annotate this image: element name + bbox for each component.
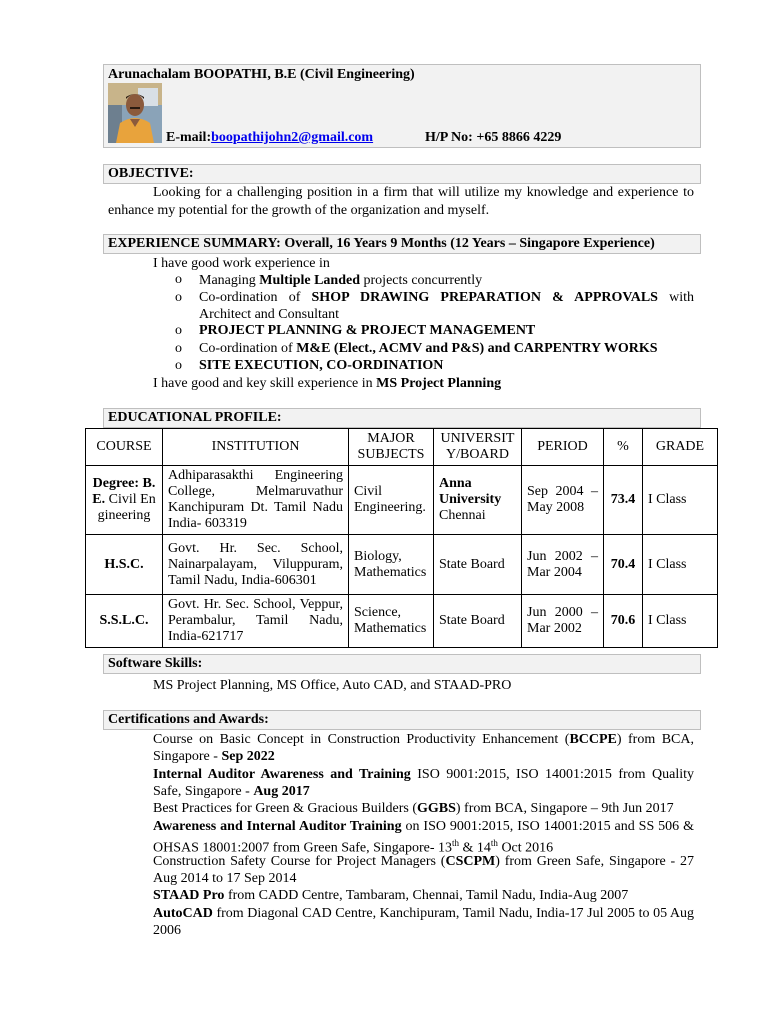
cert-item-4	[153, 818, 694, 857]
cell-institution: Govt. Hr. Sec. School, Veppur, Perambalur, Tamil Nadu, India-621717	[163, 595, 349, 648]
cert-text: ) from BCA, Singapore – 9th Jun 2017	[455, 801, 674, 816]
education-heading: EDUCATIONAL PROFILE:	[108, 410, 282, 425]
col-header-percent: %	[604, 429, 643, 466]
col-header-grade: GRADE	[643, 429, 718, 466]
cert-sup: th	[490, 838, 498, 848]
objective-text	[108, 184, 694, 220]
board-rest: Chennai	[439, 508, 486, 523]
cell-period: Jun 2002 – Mar 2004	[522, 535, 604, 595]
objective-heading: OBJECTIVE:	[108, 166, 194, 181]
experience-item-4	[199, 340, 658, 357]
col-header-period: PERIOD	[522, 429, 604, 466]
software-text: MS Project Planning, MS Office, Auto CAD, and STAAD-PRO	[153, 678, 512, 693]
education-table	[85, 428, 718, 648]
cert-bold: BCCPE	[569, 732, 617, 747]
cert-text: Construction Safety Course for Project Managers (	[153, 854, 446, 869]
item-text: Co-ordination of	[199, 290, 312, 305]
item-bold: PROJECT PLANNING & PROJECT MANAGEMENT	[199, 323, 536, 338]
cell-percent: 73.4	[604, 466, 643, 535]
sub-bullet-icon: o	[175, 341, 182, 356]
item-text: Co-ordination of	[199, 341, 297, 356]
cert-item-2	[153, 766, 694, 800]
cell-institution: Adhiparasakthi Engineering College, Melmaruvathur Kanchipuram Dt. Tamil Nadu India- 603319	[163, 466, 349, 535]
item-text: with Architect and Consultant	[199, 290, 694, 322]
phone-number: +65 8866 4229	[476, 130, 562, 145]
cert-bold: GGBS	[416, 801, 456, 816]
cell-course: S.S.L.C.	[86, 595, 163, 648]
cert-text: Course on Basic Concept in Construction Productivity Enhancement (	[153, 732, 570, 747]
cell-subjects: Science, Mathematics	[349, 595, 434, 648]
col-header-institution: INSTITUTION	[163, 429, 349, 466]
phone-label: H/P No:	[425, 130, 473, 145]
cell-grade: I Class	[643, 535, 718, 595]
item-bold: Multiple Landed	[259, 273, 361, 288]
cert-item-3	[153, 800, 674, 817]
email-label: E-mail:	[166, 130, 212, 145]
phone-line	[425, 130, 561, 146]
cell-grade: I Class	[643, 595, 718, 648]
cert-text: ISO 9001:2015, ISO 14001:2015 from Quality Safe, Singapore -	[153, 767, 694, 799]
objective-body: Looking for a challenging position in a firm that will utilize my knowledge and experience to enhance my potential for the growth of the organization and myself.	[108, 185, 694, 218]
cert-text: & 14	[459, 840, 491, 856]
board-bold: Anna University	[439, 476, 502, 507]
table-row	[86, 595, 718, 648]
sub-bullet-icon: o	[175, 290, 182, 305]
cell-percent: 70.6	[604, 595, 643, 648]
cell-subjects: Civil Engineering.	[349, 466, 434, 535]
table-row	[86, 535, 718, 595]
course-bold: Degree: B.E.	[92, 476, 156, 507]
cert-text: Oct 2016	[497, 840, 554, 856]
cert-sup: th	[452, 838, 460, 848]
cell-grade: I Class	[643, 466, 718, 535]
table-header-row	[86, 429, 718, 466]
item-text: Managing	[199, 273, 260, 288]
cell-period: Jun 2000 – Mar 2002	[522, 595, 604, 648]
experience-bullet-2	[153, 375, 501, 392]
cert-bold: CSCPM	[445, 854, 496, 869]
cell-period: Sep 2004 – May 2008	[522, 466, 604, 535]
cert-text: ) from BCA, Singapore -	[153, 732, 694, 764]
email-line	[166, 130, 373, 146]
cell-board: State Board	[434, 535, 522, 595]
item-bold: SITE EXECUTION, CO-ORDINATION	[199, 358, 444, 373]
cert-bold: Awareness and Internal Auditor Training	[153, 819, 402, 834]
col-header-subjects: MAJOR SUBJECTS	[349, 429, 434, 466]
cert-item-6	[153, 887, 628, 904]
item-text: projects concurrently	[360, 273, 483, 288]
cert-text: from Diagonal CAD Centre, Kanchipuram, Tamil Nadu, India-17 Jul 2005 to 05 Aug 2006	[153, 906, 694, 938]
experience-item-1	[199, 272, 482, 289]
cert-bold: AutoCAD	[153, 906, 213, 921]
experience-item-2	[199, 289, 694, 323]
item-bold: SHOP DRAWING PREPARATION & APPROVALS	[311, 290, 658, 305]
software-heading: Software Skills:	[108, 656, 203, 671]
cell-course: H.S.C.	[86, 535, 163, 595]
sub-bullet-icon: o	[175, 272, 182, 287]
cert-item-7	[153, 905, 694, 939]
bullet-text: I have good and key skill experience in	[153, 376, 377, 391]
cert-item-5	[153, 853, 694, 887]
cert-text: ) from Green Safe, Singapore - 27 Aug 2014 to 17 Sep 2014	[153, 854, 694, 886]
experience-item-5	[199, 357, 443, 374]
cert-heading: Certifications and Awards:	[108, 712, 269, 727]
sub-bullet-icon: o	[175, 358, 182, 373]
col-header-course: COURSE	[86, 429, 163, 466]
cell-course	[86, 466, 163, 535]
cell-institution: Govt. Hr. Sec. School, Nainarpalayam, Viluppuram, Tamil Nadu, India-606301	[163, 535, 349, 595]
cert-item-1	[153, 731, 694, 765]
cert-text: on ISO 9001:2015, ISO 14001:2015 and SS 506 & OHSAS 18001:2007 from Green Safe, Singapore- 13	[153, 819, 695, 856]
experience-bullet-1: I have good work experience in	[153, 256, 330, 271]
experience-heading: EXPERIENCE SUMMARY: Overall, 16 Years 9 Months (12 Years – Singapore Experience)	[108, 236, 655, 251]
experience-item-3	[199, 322, 535, 339]
bullet-bold: MS Project Planning	[376, 376, 502, 391]
profile-photo	[108, 83, 162, 143]
cert-bold: STAAD Pro	[153, 888, 225, 903]
cell-board: State Board	[434, 595, 522, 648]
cert-text: Best Practices for Green & Gracious Builders (	[153, 801, 417, 816]
col-header-board: UNIVERSITY/BOARD	[434, 429, 522, 466]
cert-bold: Internal Auditor Awareness and Training	[153, 767, 411, 782]
item-bold: M&E (Elect., ACMV and P&S) and CARPENTRY WORKS	[296, 341, 658, 356]
cell-subjects: Biology, Mathematics	[349, 535, 434, 595]
candidate-name: Arunachalam BOOPATHI, B.E (Civil Engineering)	[108, 67, 415, 82]
cert-text: from CADD Centre, Tambaram, Chennai, Tamil Nadu, India-Aug 2007	[224, 888, 629, 903]
cell-percent: 70.4	[604, 535, 643, 595]
cert-date: Aug 2017	[253, 784, 310, 799]
cell-board	[434, 466, 522, 535]
course-rest: Civil Engineering	[97, 492, 156, 523]
email-link[interactable]: boopathijohn2@gmail.com	[211, 130, 374, 145]
cert-date: Sep 2022	[221, 749, 275, 764]
sub-bullet-icon: o	[175, 323, 182, 338]
table-row	[86, 466, 718, 535]
